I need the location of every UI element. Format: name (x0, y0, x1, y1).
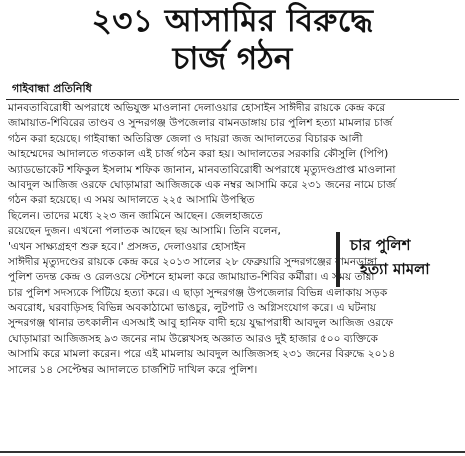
pull-quote-box (336, 232, 460, 287)
body-line: সুন্দরগঞ্জ থানার তৎকালীন এসআই আবু হানিফ বাদী হয়ে যুদ্ধাপরাধী আবদুল আজিজ ওরফে (8, 317, 394, 330)
body-line: 'এখন সাক্ষ্যগ্রহণ শুরু হবে।' প্রসঙ্গত, দেলাওয়ার হোসাইন (8, 240, 246, 253)
bottom-divider (0, 451, 465, 453)
body-line: গঠন করা হয়েছে। গাইবান্ধা অতিরিক্ত জেলা ও দায়রা জজ আদালতের বিচারক আলী (8, 132, 363, 145)
byline: গাইবান্ধা প্রতিনিধি (12, 82, 92, 95)
headline-line-2: চার্জ গঠন (172, 41, 293, 77)
body-line: চার পুলিশ সদস্যকে পিটিয়ে হত্যা করে। এ ছাড়া সুন্দরগঞ্জ উপজেলার বিভিন্ন এলাকায় সড়ক (8, 286, 388, 299)
body-line: অবরোধ, ঘরবাড়িসহ বিভিন্ন অবকাঠামো ভাঙচুর, লুটপাট ও অগ্নিসংযোগ করে। এ ঘটনায় (8, 302, 377, 315)
body-line: পুলিশ তদন্ত কেন্দ্র ও রেলওয়ে স্টেশনে হামলা করে জামায়াত-শিবির কর্মীরা। এ সময় তারা (8, 271, 375, 284)
body-line: গঠন করা হয়েছে। এ সময় আদালতে ২২৫ আসামি উপস্থিত (8, 194, 255, 207)
body-line: মানবতাবিরোধী অপরাধে অভিযুক্ত মাওলানা দেলাওয়ার হোসাইন সাঈদীর রায়কে কেন্দ্র করে (8, 102, 386, 114)
body-line: আবদুল আজিজ ওরফে ঘোড়ামারা আজিজকে এক নম্বর আসামি করে ২৩১ জনের নামে চার্জ (8, 178, 396, 191)
headline-line-1: ২৩১ আসামির বিরুদ্ধে (91, 3, 374, 39)
body-line: সালের ১৪ সেপ্টেম্বর আদালতে চার্জশিট দাখিল করে পুলিশ। (8, 363, 258, 376)
pull-quote-line-2: হত্যা মামলা (360, 260, 430, 278)
byline-divider (6, 99, 459, 100)
body-line: জামায়াত-শিবিরের তাণ্ডব ও সুন্দরগঞ্জ উপজেলার বামনডাঙ্গায় চার পুলিশ হত্যা মামলার চার্জ (8, 117, 393, 130)
body-line: ছিলেন। তাদের মধ্যে ২২৩ জন জামিনে আছেন। জেলহাজতে (8, 209, 263, 222)
pull-quote-line-1: চার পুলিশ (350, 236, 411, 254)
body-line: অ্যাডভোকেট শফিকুল ইসলাম শফিক জানান, মানবতাবিরোধী অপরাধে মৃত্যুদণ্ডপ্রাপ্ত মাওলানা (8, 163, 396, 176)
body-line: আসামি করে মামলা করেন। পরে এই মামলায় আবদুল আজিজসহ ২৩১ জনের বিরুদ্ধে ২০১৪ (8, 348, 396, 361)
body-line: রয়েছেন দুজন। এখনো পলাতক আছেন ছয় আসামি। তিনি বলেন, (8, 225, 281, 238)
body-line: ঘোড়ামারা আজিজসহ ৯৩ জনের নাম উল্লেখসহ অজ্ঞাত আরও দুই হাজার ৫০০ ব্যক্তিকে (8, 332, 378, 345)
body-line: আহম্মেদের আদালতে গতকাল এই চার্জ গঠন করা হয়। আদালতের সরকারি কৌসুলি (পিপি) (8, 148, 389, 161)
body-line: সাঈদীর মৃত্যুদণ্ডের রায়কে কেন্দ্র করে ২০১৩ সালের ২৮ ফেব্রুয়ারি সুন্দরগঞ্জের বামনডাঙ্গা (8, 255, 378, 268)
